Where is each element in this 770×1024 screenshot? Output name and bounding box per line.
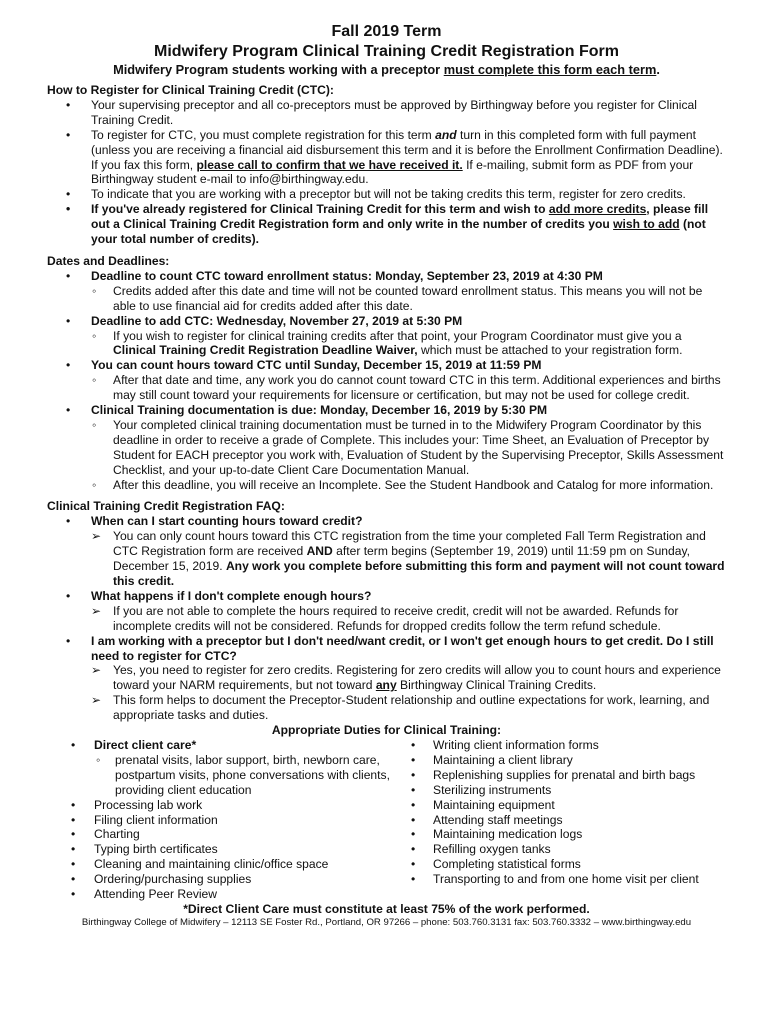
register-item-add-e: (not your total number of credits). bbox=[91, 217, 706, 247]
faq-not-enough-hours bbox=[47, 589, 726, 634]
duty-item: • Cleaning and maintaining clinic/office space bbox=[47, 857, 391, 872]
register-item-payment-e: If e-mailing, submit form as PDF from your Birthingway student e-mail to info@birthingway.edu. bbox=[91, 157, 694, 187]
register-list bbox=[47, 98, 726, 247]
deadline-enrollment-title: Deadline to count CTC toward enrollment status: Monday, September 23, 2019 at 4:30 PM bbox=[91, 268, 603, 283]
dates-list bbox=[47, 269, 726, 493]
faq-answer-document: ➢ This form helps to document the Preceptor-Student relationship and outline expectations for work, learning, and appropriate tasks and duties. bbox=[91, 693, 726, 723]
duty-item: • Charting bbox=[47, 827, 391, 842]
duties-right-list bbox=[391, 738, 726, 887]
register-item-payment-confirm: please call to confirm that we have received it. bbox=[196, 157, 463, 172]
register-item-payment bbox=[47, 128, 726, 188]
faq-list bbox=[47, 514, 726, 723]
faq-answer-start-b: AND bbox=[306, 544, 333, 559]
duty-item: • Sterilizing instruments bbox=[391, 783, 726, 798]
faq-question-start: When can I start counting hours toward credit? bbox=[91, 514, 363, 529]
duties-columns bbox=[47, 738, 726, 902]
deadline-documentation-title: Clinical Training documentation is due: Monday, December 16, 2019 by 5:30 PM bbox=[91, 403, 548, 418]
deadline-enrollment-detail: ◦ Credits added after this date and time will not be counted toward enrollment status. This means you will not be able to use financial aid for credits added after this date. bbox=[91, 284, 726, 314]
subtitle-end: . bbox=[656, 62, 660, 77]
duty-item: • Refilling oxygen tanks bbox=[391, 842, 726, 857]
faq-answer-start-d: Any work you complete before submitting this form and payment will not count toward this credit. bbox=[113, 559, 725, 588]
deadline-count-hours-detail: ◦ After that date and time, any work you do cannot count toward CTC in this term. Additional experiences and births may still count toward your requirements for licensure or certification, but may not be used for college credit. bbox=[91, 373, 726, 403]
page-title: Midwifery Program Clinical Training Credit Registration Form bbox=[154, 43, 619, 60]
deadline-documentation-incomplete: ◦ After this deadline, you will receive an Incomplete. See the Student Handbook and Catalog for more information. bbox=[91, 478, 726, 493]
deadline-documentation bbox=[47, 403, 726, 492]
register-item-add-b: add more credits bbox=[548, 202, 647, 217]
register-item-payment-a: To register for CTC, you must complete registration for this term bbox=[91, 127, 436, 142]
faq-answer-start-a: You can only count hours toward this CTC registration from the time your completed Fall Term Registration and CTC Registration form are received bbox=[113, 529, 706, 559]
duties-right-column bbox=[391, 738, 726, 902]
faq-answer-zero-b: any bbox=[375, 678, 397, 693]
deadline-add-title: Deadline to add CTC: Wednesday, November 27, 2019 at 5:30 PM bbox=[91, 313, 463, 328]
duty-item: • Replenishing supplies for prenatal and birth bags bbox=[391, 768, 726, 783]
faq-question-no-credit: I am working with a preceptor but I don't need/want credit, or I won't get enough hours to get credit. Do I still need to register for CTC? bbox=[91, 633, 714, 663]
duty-item: • Ordering/purchasing supplies bbox=[47, 872, 391, 887]
deadline-documentation-detail: ◦ Your completed clinical training documentation must be turned in to the Midwifery Program Coordinator by this deadline in order to receive a grade of Complete. This includes your: Time Sheet, an Evaluation of Preceptor by Student for EACH preceptor you work with, Evaluation of Student by the Supervising Preceptor, Skills Assessment Checklist, and your up-to-date Client Care Documentation Manual. bbox=[91, 418, 726, 478]
register-item-add-a: If you've already registered for Clinical Training Credit for this term and wish to bbox=[91, 202, 549, 217]
deadline-add-detail-a: If you wish to register for clinical training credits after that point, your Program Coordinator must give you a bbox=[113, 328, 682, 343]
deadline-count-hours-title: You can count hours toward CTC until Sunday, December 15, 2019 at 11:59 PM bbox=[91, 358, 542, 373]
duty-item: • Attending staff meetings bbox=[391, 813, 726, 828]
duty-direct-client-care-detail: ◦ prenatal visits, labor support, birth, newborn care, postpartum visits, phone conversations with clients, providing client education bbox=[94, 753, 391, 798]
duty-item: • Maintaining equipment bbox=[391, 798, 726, 813]
deadline-add-detail-c: which must be attached to your registration form. bbox=[417, 343, 683, 358]
duty-item: • Completing statistical forms bbox=[391, 857, 726, 872]
duty-item: • Maintaining medication logs bbox=[391, 827, 726, 842]
register-item-approval: • Your supervising preceptor and all co-preceptors must be approved by Birthingway before you register for Clinical Training Credit. bbox=[47, 98, 726, 128]
footer-contact: Birthingway College of Midwifery – 12113 SE Foster Rd., Portland, OR 97266 – phone: 503.760.3131 fax: 503.760.3332 – www.birthingway.edu bbox=[81, 916, 692, 928]
duty-direct-client-care-label: Direct client care* bbox=[94, 737, 197, 752]
duties-left-list bbox=[47, 738, 391, 902]
faq-heading: Clinical Training Credit Registration FAQ: bbox=[47, 499, 285, 514]
faq-question-hours: What happens if I don't complete enough hours? bbox=[91, 588, 372, 603]
faq-start-counting bbox=[47, 514, 726, 589]
deadline-count-hours bbox=[47, 358, 726, 403]
deadline-add bbox=[47, 314, 726, 359]
faq-no-credit bbox=[47, 634, 726, 723]
faq-answer-start-c: after term begins (September 19, 2019) until 11:59 pm on Sunday, December 15, 2019. bbox=[113, 544, 690, 574]
faq-answer-hours: ➢ If you are not able to complete the hours required to receive credit, credit will not be awarded. Refunds for incomplete credits will not be considered. Refunds for dropped credits follow the term refund schedule. bbox=[91, 604, 726, 634]
duties-left-column bbox=[47, 738, 391, 902]
duties-heading: Appropriate Duties for Clinical Training: bbox=[271, 723, 502, 738]
register-item-zero-credits: • To indicate that you are working with a preceptor but will not be taking credits this term, register for zero credits. bbox=[47, 187, 726, 202]
duty-item: • Transporting to and from one home visit per client bbox=[391, 872, 726, 887]
direct-care-note: *Direct Client Care must constitute at least 75% of the work performed. bbox=[183, 901, 590, 916]
register-item-add-credits bbox=[47, 202, 726, 247]
faq-answer-zero-c: Birthingway Clinical Training Credits. bbox=[396, 678, 597, 693]
dates-heading: Dates and Deadlines: bbox=[47, 253, 170, 268]
faq-answer-zero-a: Yes, you need to register for zero credits. Registering for zero credits will allow you to count hours and experience toward your NARM requirements, but not toward bbox=[113, 663, 721, 693]
subtitle-text: Midwifery Program students working with a preceptor bbox=[113, 62, 444, 77]
register-item-payment-and: and bbox=[435, 127, 457, 142]
duty-item: • Writing client information forms bbox=[391, 738, 726, 753]
subtitle bbox=[47, 62, 726, 78]
subtitle-emphasis: must complete this form each term bbox=[443, 62, 657, 77]
faq-answer-zero-credits bbox=[91, 663, 726, 693]
faq-answer-start bbox=[91, 529, 726, 589]
deadline-add-detail-b: Clinical Training Credit Registration Deadline Waiver, bbox=[113, 343, 418, 358]
duty-item: • Attending Peer Review bbox=[47, 887, 391, 902]
register-item-add-d: wish to add bbox=[613, 217, 680, 232]
duty-item: • Processing lab work bbox=[47, 798, 391, 813]
register-item-add-c: , please fill out a Clinical Training Credit Registration form and only write in the number of credits you bbox=[91, 202, 709, 232]
duty-direct-client-care bbox=[47, 738, 391, 798]
register-item-payment-c: turn in this completed form with full payment (unless you are receiving a financial aid disbursement this term and it is before the Enrollment Confirmation Deadline). If you fax this form, bbox=[91, 127, 723, 172]
deadline-add-detail bbox=[91, 329, 726, 359]
duty-item: • Typing birth certificates bbox=[47, 842, 391, 857]
deadline-enrollment bbox=[47, 269, 726, 314]
register-heading: How to Register for Clinical Training Credit (CTC): bbox=[47, 83, 334, 97]
duty-item: • Filing client information bbox=[47, 813, 391, 828]
duty-item: • Maintaining a client library bbox=[391, 753, 726, 768]
title-term: Fall 2019 Term bbox=[331, 23, 442, 40]
